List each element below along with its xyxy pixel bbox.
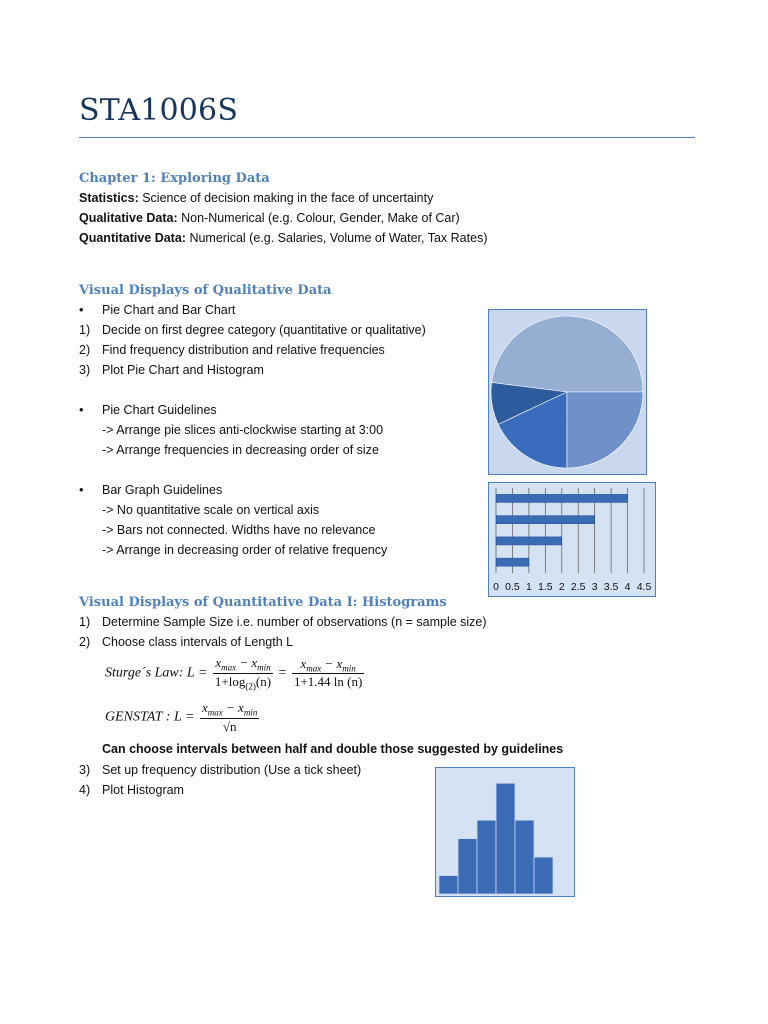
tick-label: 2: [558, 581, 565, 593]
step-text: Determine Sample Size i.e. number of observations (n = sample size): [102, 615, 487, 629]
bar-guideline-item: -> Arrange in decreasing order of relative frequency: [102, 543, 388, 557]
pie-chart: [489, 310, 646, 474]
pie-slice: [492, 316, 643, 392]
bullet-icon: •: [79, 482, 84, 497]
histogram-bar: [458, 839, 477, 894]
tick-label: 2.5: [570, 581, 586, 593]
histogram-bar: [477, 820, 496, 894]
definition-quantitative: [79, 230, 487, 246]
pie-slice: [567, 392, 643, 468]
histogram-bar: [496, 783, 515, 894]
formula-label: Sturge´s Law: L =: [105, 665, 208, 681]
bar: [496, 558, 529, 566]
formula-fraction: $\frac{x_{max} - x_{min}}{1+\log_{(2)}(n)}$: [214, 655, 272, 692]
tick-label: 0: [493, 581, 499, 593]
definition-statistics: [79, 190, 433, 206]
definition-text: Numerical (e.g. Salaries, Volume of Water, Tax Rates): [185, 231, 488, 245]
definition-text: Science of decision making in the face of uncertainty: [138, 191, 434, 205]
tick-label: 1.5: [538, 581, 553, 593]
section-heading-qualitative: Visual Displays of Qualitative Data: [79, 283, 332, 298]
definition-term: Statistics:: [79, 191, 139, 205]
tick-label: 0.5: [505, 581, 520, 593]
genstat-formula: [105, 700, 261, 735]
title-divider: [79, 137, 695, 138]
bar-guideline-item: -> No quantitative scale on vertical axis: [102, 503, 320, 517]
histogram-bar: [439, 876, 458, 894]
definition-term: Quantitative Data:: [79, 231, 186, 245]
tick-label: 1: [525, 581, 532, 593]
sturges-formula: Sturge´s Law: L = $\frac{x_{max} - x_{min}}{1+\log_{(2)}(n)}$ = $\frac{x_{max} - x_{min}}{1+1.44 \ln (n)}$: [105, 655, 363, 692]
bullet-icon: •: [79, 402, 84, 417]
definition-text: Non-Numerical (e.g. Colour, Gender, Make of Car): [177, 211, 460, 225]
histogram-bar: [515, 820, 534, 894]
pie-guideline-item: -> Arrange frequencies in decreasing order of size: [102, 443, 379, 457]
section-heading-histograms: Visual Displays of Quantitative Data I: Histograms: [79, 595, 447, 610]
step-text: Plot Histogram: [102, 783, 184, 797]
pie-chart-figure: [488, 309, 647, 475]
step-number: 2): [79, 635, 91, 649]
pie-guideline-item: -> Arrange pie slices anti-clockwise starting at 3:00: [102, 423, 384, 437]
step-text: Find frequency distribution and relative frequencies: [102, 343, 385, 357]
tick-label: 4: [624, 581, 631, 593]
bullet-text: Pie Chart and Bar Chart: [102, 303, 236, 317]
step-text: Choose class intervals of Length L: [102, 635, 294, 649]
step-text: Plot Pie Chart and Histogram: [102, 363, 264, 377]
bar: [496, 494, 628, 502]
tick-label: 3.5: [603, 581, 619, 593]
interval-note: Can choose intervals between half and double those suggested by guidelines: [102, 742, 564, 756]
definition-term: Qualitative Data:: [79, 211, 178, 225]
step-number: 4): [79, 783, 91, 797]
formula-label: GENSTAT : L =: [105, 709, 195, 725]
step-number: 1): [79, 323, 91, 337]
step-text: Decide on first degree category (quantitative or qualitative): [102, 323, 426, 337]
histogram-figure: [435, 767, 575, 897]
bar-chart: [489, 483, 655, 596]
step-number: 3): [79, 763, 91, 777]
chapter-heading: Chapter 1: Exploring Data: [79, 171, 270, 186]
tick-label: 3: [591, 581, 598, 593]
histogram-chart: [436, 768, 574, 896]
bar-chart-figure: [488, 482, 656, 597]
step-number: 1): [79, 615, 91, 629]
pie-guidelines-title: Pie Chart Guidelines: [102, 403, 217, 417]
formula-fraction: $\frac{x_{max} - x_{min}}{1+1.44 \ln (n)}$: [293, 655, 363, 690]
bar-guidelines-title: Bar Graph Guidelines: [102, 483, 223, 497]
bullet-icon: •: [79, 302, 84, 317]
bar-guideline-item: -> Bars not connected. Widths have no relevance: [102, 523, 376, 537]
step-text: Set up frequency distribution (Use a tick sheet): [102, 763, 362, 777]
step-number: 2): [79, 343, 91, 357]
step-number: 3): [79, 363, 91, 377]
tick-label: 4.5: [636, 581, 652, 593]
bar: [496, 537, 562, 545]
definition-qualitative: [79, 210, 460, 226]
bar: [496, 516, 595, 524]
document-title: STA1006S: [79, 93, 239, 128]
formula-fraction: $\frac{x_{max} - x_{min}}{√n}$: [201, 700, 258, 734]
histogram-bar: [534, 857, 553, 894]
